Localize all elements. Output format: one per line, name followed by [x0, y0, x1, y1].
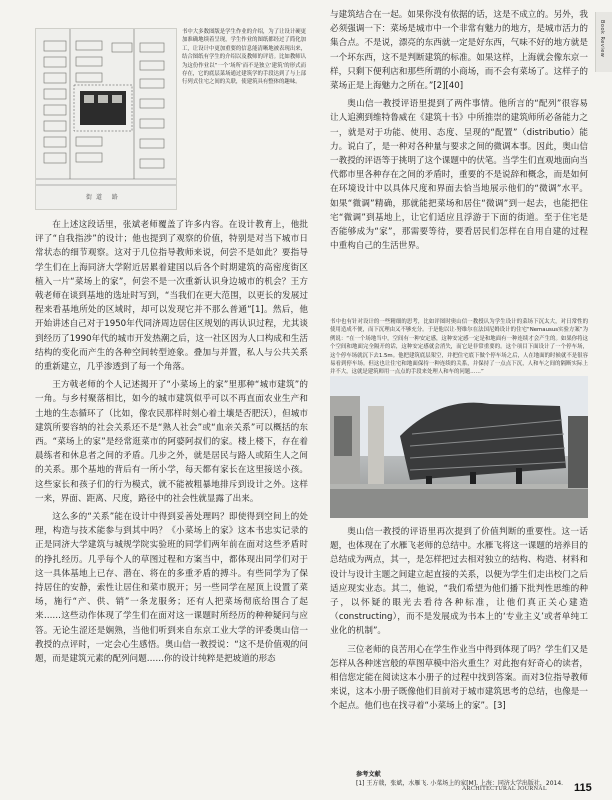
- paragraph: 与建筑结合在一起。如果你没有依据的话，这是不成立的。另外，我必须强调一下：菜场是城市中一个非常有魅力的地方，是城市活力的集合点。不是说，漂亮的东西就一定是好东西，气味不好的地方就是一个坏东西，这不是判断建筑的标准。如果这样，上海就会像东京一样，只剩下便利店和那些所谓的小商场，而不会有菜场了。这样子的菜场正是上海魅力之所在。”[2][40]: [330, 10, 588, 92]
- references-title: 参考文献: [356, 771, 381, 778]
- journal-name: ARCHITECTURAL JOURNAL: [462, 786, 547, 792]
- building-photo-drawing: [330, 376, 588, 518]
- paragraph: 这么多的“关系”能在设计中得到妥善处理吗？即使得到空间上的处理，构造与技术能参与到其中吗？《小菜场上的家》这本书忠实记录的正是同济大学建筑与城规学院实验班的同学们两年前在面对这些矛盾时的挣扎经历。几乎每个人的草图过程和方案当中，都体现出同学们对于这一具体基地上已存、潜在、将在的多重矛盾的搏斗。有些同学为了保持居住的安静，索性让居住和菜市脱开；另一些同学在屋顶上设置了菜场，施行“产、供、销”一条龙服务；还有人把菜场彻底给围合了起来……这些动作体现了学生们在面对这一课题时所经历的种种疑问与应答。无论生涩还是娴熟，当他们听到来自东京工业大学的评委奥山信一教授的点评时，一定会心生感悟。奥山信一教授说：“这不是价值观的问题，而是建筑元素的配列问题……你的设计纯粹是把坡道的形态: [35, 512, 308, 665]
- building-photo: [330, 376, 588, 518]
- left-column-text: [35, 218, 308, 786]
- street-label: 街道 路: [86, 194, 122, 201]
- right-column-top-text: [330, 8, 588, 312]
- paragraph: 三位老师的良苦用心在学生作业当中得到体现了吗？学生们又是怎样从各种迷宫般的草图草模中浴火重生？对此抱有好奇心的读者，相信您定能在阅读这本小册子的过程中找到答案。而对3位指导教师来说，这本小册子既像他们目前对于城市建筑思考的总结，也像是一个起点。他们也在找寻着“小菜场上的家”。[3]: [330, 644, 588, 712]
- page-number: 115: [574, 782, 592, 794]
- site-plan-drawing: [36, 29, 176, 209]
- paragraph: 奥山信一教授评语里提到了两件事情。他所言的“配列”很容易让人追溯到维特鲁威在《建筑十书》中所推崇的建筑师所必备能力之一，就是对于功能、使用、态度、呈现的“配置”（distributio）能力。说白了，是一种对各种量与要求之间的微调本事。因此，奥山信一教授的评语等于挑明了这个课题中的伏笔。当学生们直观地面向当代都市里各种存在之间的矛盾时，重要的不是说辞和概念，而是如何在环境设计中以具体尺度和界面去恰当地展示他们的“微调”水平。如果“微调”精确，那就能把菜场和居住“微调”到一起去，也能把住宅“微调”到基地上，让它们适应且浮游于下面的街道。至于住宅是否能够成为“家”，那需要等待，要看居民们怎样在自用自建的过程中重构自己的生活世界。: [330, 99, 588, 252]
- paragraph: 在上述这段话里，张斌老师覆盖了许多内容。在设计教育上，他批评了“自我指涉”的设计；他也提到了观察的价值，特别是对当下城市日常状态的细节观察。这对于几位指导教师来说，何尝不是如此？要指导学生们在上海同济大学附近居累着建国以后各个时期建筑的高密度街区植入一片“菜场上的家”，何尝不是一次重新认识身边城市的机会？王方戟老师在谈到基地的选址时写到，“当我们在更大范围，以更长的发展过程来看基地所处的区域时，却可以发现它并不那么普通”[1]。然后，他开始讲述自己对于1950年代同济周边居住区规划的再认识过程，尤其谈到经历了1990年代的城市开发热潮之后，这一社区因为人口构成和生活结构的变化而产生的各种空间转型迹象。叠加与并置，私人与公共关系的重新建立，几乎渗透到了每一个角落。: [35, 220, 308, 373]
- right-column-bottom-text: [330, 525, 588, 770]
- plan-figure-caption: 书中大多数图版是学生作业的介绍，为了让设计硬更加准确地续着呈现，学生作业的图纸都经过了简化加工，让设计中更加重要的信息能清晰地被表现出来，结合图纸有学生的介绍以及教师的评语。比如教师认为这份作业以“一个‘场所’而不是独立‘建筑’的形式而存在，它的底层菜场通过建筑学的手段达到了与上部行列式住宅之间的关联，使建筑具有整体的趣味。: [182, 29, 306, 86]
- paragraph: 奥山信一教授的评语里再次提到了价值判断的重要性。这一话题，也体现在了水雁飞老师的总结中。水雁飞将这一课题的培养目的总结成为两点，其一，是怎样把过去相对独立的结构、构造、材料和设计与设计主题之间建立起直接的关系，以便为学生们走出校门之后适应现实业态。其二，他说，“我们希望为他们播下批判性思维的种子，以怀疑的眼光去看待各种标准，让他们真正关心建造（constructing），而不是发展成为书本上的‘专业主义’或者单纯工业化的机制”。: [330, 527, 588, 637]
- section-tab-label: Book Review: [599, 20, 605, 58]
- section-tab: [595, 12, 612, 72]
- site-plan-figure: [35, 28, 177, 210]
- reference-item: [1] 王方戟，张斌，水雁飞. 小菜场上的家[M]. 上海：同济大学出版社，2014.: [356, 780, 564, 787]
- paragraph: 王方戟老师的个人记述揭开了“小菜场上的家”里那种“城市建筑”的一角。与乡村聚落相比，如今的城市建筑似乎可以不再直面农业生产和土地的生态循环了（比如，像农民那样时刻心着土壤是否肥沃），但城市建筑所要容纳的社会关系还不是“熟人社会”或“血亲关系”可以概括的东西。“菜场上的家”是经常逛菜市的阿婆阿叔们的家。楼上楼下，存在着晨练者和休息者之间的矛盾。几步之外，就是居民与路人或陌生人之间的关系。那个基地的背后有一所小学，每天都有家长在这里接送小孩。这些家长和孩子们的行为模式，就不能被粗暴地排斥到设计之外。这样一来，界面、距离、尺度，路径中的社会性就显露了出来。: [35, 380, 308, 504]
- photo-figure-caption: 书中也有针对设计的一些精细的思考，比如评图时奥山信一教授认为学生设计的菜场下沉太大，对日常性的使用造成不便，而下沉理由又不够充分。于是他以让·努维尔在法国尼姆设计的住宅“Nemausus实验方案”为例说：“在一个场地当中，空间有一种安定感，这种安定感一定是和地面有一种连续才会产生的。如果你将这个空间和地面完全隔开的话，这种安定感就会消失，而它是非常重要的。这个项目下面设计了一个停车场，这个停车场就沉下去1.5m。他把建筑底层架空，并把住宅底下做个停车场之后，人在地面的时候就不是很容易看到停车场。但这也让住宅和地面保持一种连续的关系，并保持了一点点下沉，人和车之间的隔断实际上并不大，这就是建筑师用一点点的手段来处理人和车的问题……”: [330, 319, 588, 376]
